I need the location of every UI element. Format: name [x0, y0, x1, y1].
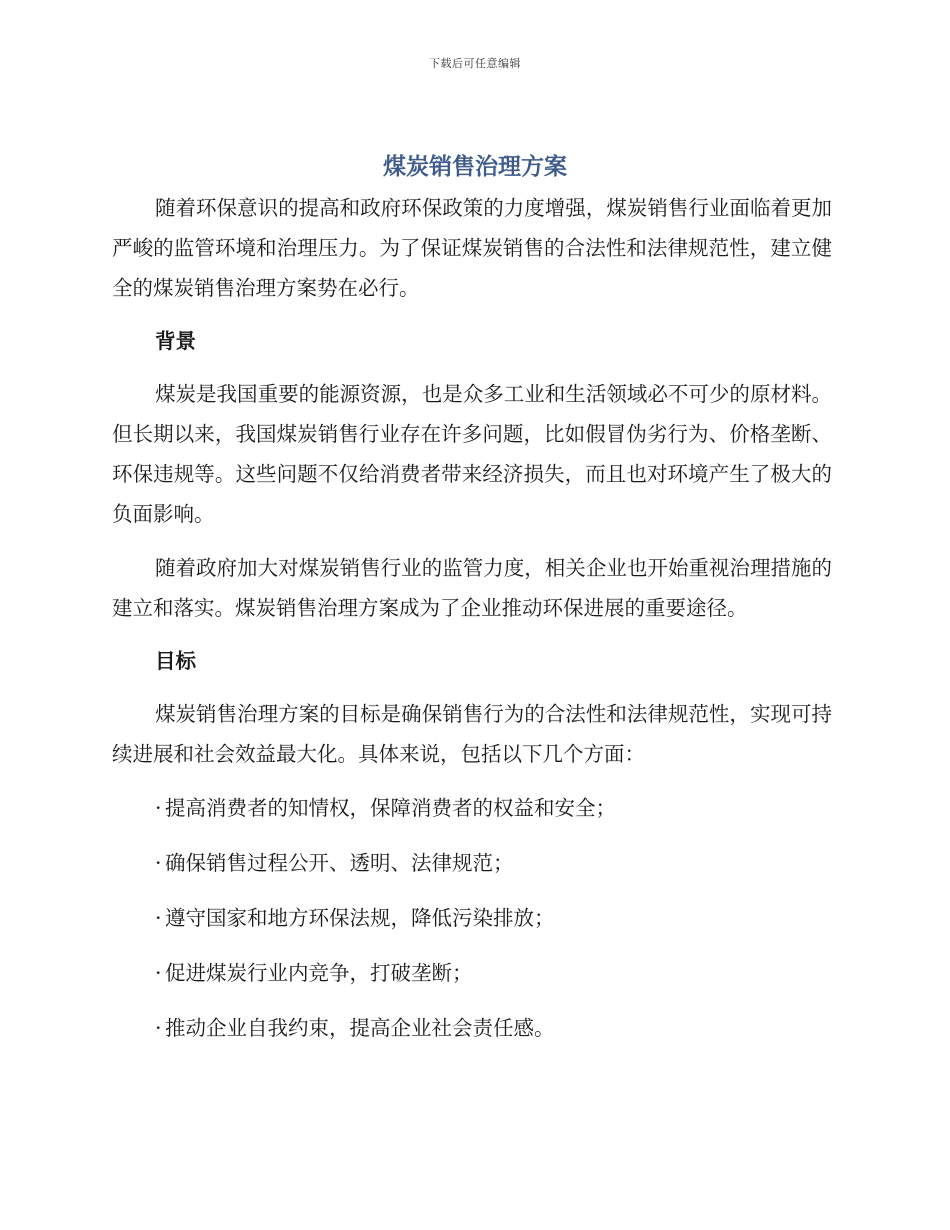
document-title: 煤炭销售治理方案 — [383, 154, 567, 180]
bullet-marker: · — [155, 1016, 162, 1040]
list-item-text: 提高消费者的知情权，保障消费者的权益和安全； — [165, 796, 616, 820]
list-item-text: 确保销售过程公开、透明、法律规范； — [165, 851, 514, 875]
section-heading-background: 背景 — [155, 329, 196, 353]
page-header: 下载后可任意编辑 — [429, 57, 521, 70]
bullet-marker: · — [155, 796, 162, 820]
list-item-text: 推动企业自我约束，提高企业社会责任感。 — [165, 1016, 555, 1040]
bullet-marker: · — [155, 851, 162, 875]
list-item-text: 促进煤炭行业内竞争，打破垄断； — [165, 961, 473, 985]
list-item — [112, 843, 832, 883]
background-paragraph-1: 煤炭是我国重要的能源资源，也是众多工业和生活领域必不可少的原材料。但长期以来，我国煤炭销售行业存在许多问题，比如假冒伪劣行为、价格垄断、环保违规等。这些问题不仅给消费者带来经济损失，而且也对环境产生了极大的负面影响。 — [112, 382, 832, 526]
background-paragraph-2: 随着政府加大对煤炭销售行业的监管力度，相关企业也开始重视治理措施的建立和落实。煤炭销售治理方案成为了企业推动环保进展的重要途径。 — [112, 556, 832, 620]
section-heading-goals: 目标 — [155, 649, 196, 673]
list-item — [112, 953, 832, 993]
list-item-text: 遵守国家和地方环保法规，降低污染排放； — [165, 906, 555, 930]
goals-paragraph: 煤炭销售治理方案的目标是确保销售行为的合法性和法律规范性，实现可持续进展和社会效益最大化。具体来说，包括以下几个方面： — [112, 702, 832, 766]
bullet-marker: · — [155, 906, 162, 930]
intro-paragraph: 随着环保意识的提高和政府环保政策的力度增强，煤炭销售行业面临着更加严峻的监管环境和治理压力。为了保证煤炭销售的合法性和法律规范性，建立健全的煤炭销售治理方案势在必行。 — [112, 196, 832, 300]
bullet-marker: · — [155, 961, 162, 985]
list-item — [112, 1008, 832, 1048]
document-body — [112, 188, 832, 1063]
list-item — [112, 898, 832, 938]
list-item — [112, 788, 832, 828]
goals-bullet-list — [112, 788, 832, 1048]
